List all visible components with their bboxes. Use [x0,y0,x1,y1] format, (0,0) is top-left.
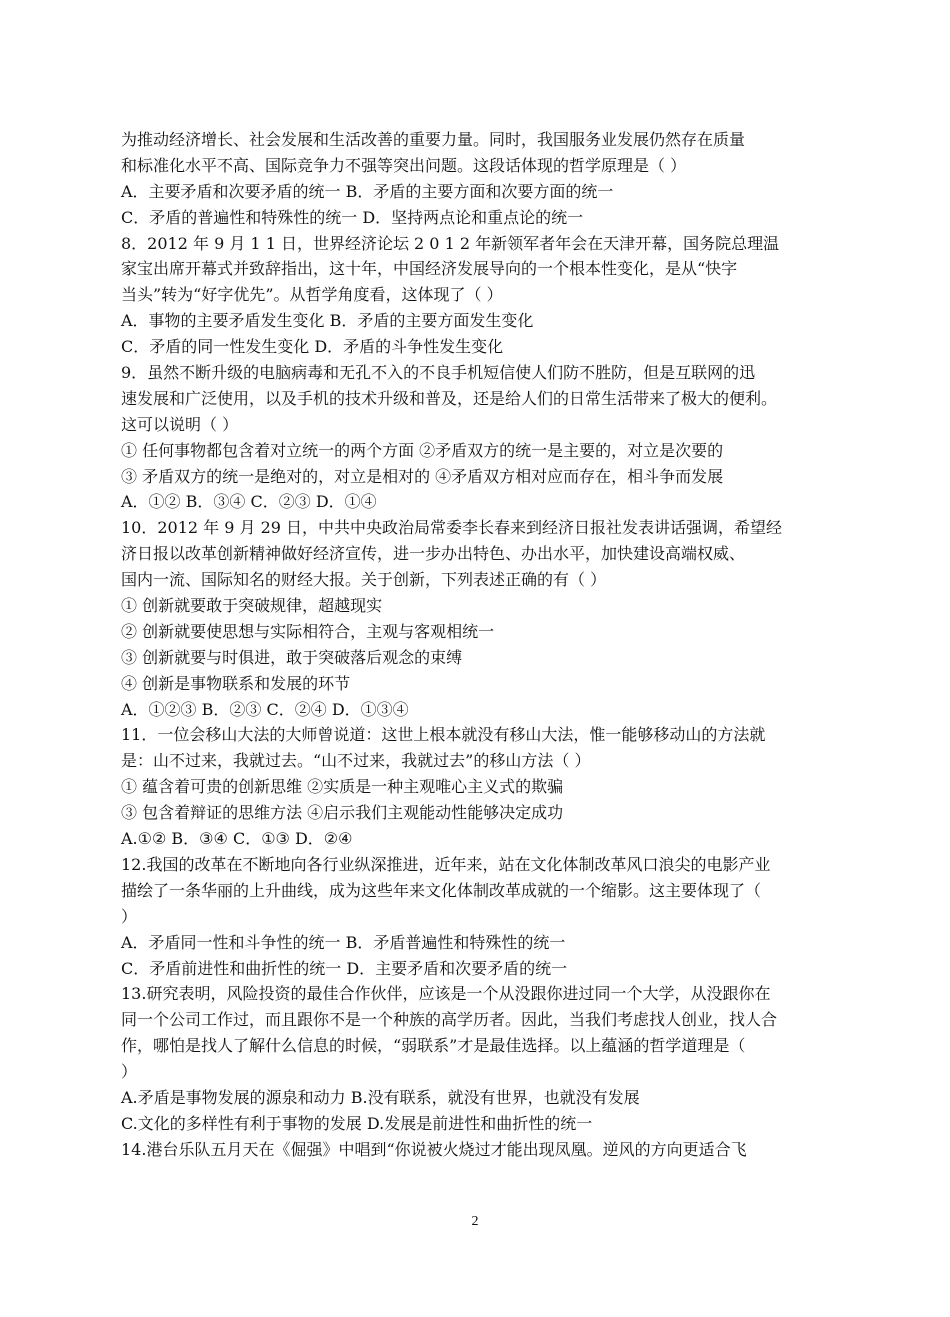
document-body [121,127,833,1163]
page-number: 2 [471,1214,479,1229]
text-line: A.①② B．③④ C．①③ D．②④ [121,829,353,849]
text-line: ③ 包含着辩证的思维方法 ④启示我们主观能动性能够决定成功 [121,803,564,823]
text-line: 国内一流、国际知名的财经大报。关于创新，下列表述正确的有（ ） [121,570,607,590]
text-line: ④ 创新是事物联系和发展的环节 [121,673,351,693]
text-line: 当头”转为“好字优先”。从哲学角度看，这体现了（ ） [121,285,503,305]
text-line: ） [121,906,138,926]
text-line: C．矛盾前进性和曲折性的统一 D．主要矛盾和次要矛盾的统一 [121,958,568,978]
text-line: 11．一位会移山大法的大师曾说道：这世上根本就没有移山大法，惟一能够移动山的方法就 [121,725,766,745]
text-line: 12.我国的改革在不断地向各行业纵深推进，近年来，站在文化体制改革风口浪尖的电影产业 [121,854,771,874]
text-line: 作，哪怕是找人了解什么信息的时候，“弱联系”才是最佳选择。以上蕴涵的哲学道理是（ [121,1036,746,1056]
text-line: ① 蕴含着可贵的创新思维 ②实质是一种主观唯心主义式的欺骗 [121,777,564,797]
text-line: A．矛盾同一性和斗争性的统一 B．矛盾普遍性和特殊性的统一 [121,932,566,952]
text-line: 14.港台乐队五月天在《倔强》中唱到“你说被火烧过才能出现凤凰。逆风的方向更适合飞 [121,1139,747,1159]
text-line: 济日报以改革创新精神做好经济宣传，进一步办出特色、办出水平，加快建设高端权威、 [121,544,746,564]
text-line: ③ 矛盾双方的统一是绝对的，对立是相对的 ④矛盾双方相对应而存在，相斗争而发展 [121,466,724,486]
text-line: 是：山不过来，我就过去。“山不过来，我就过去”的移山方法（ ） [121,751,591,771]
text-line: C．矛盾的普遍性和特殊性的统一 D．坚持两点论和重点论的统一 [121,207,584,227]
text-line: 为推动经济增长、社会发展和生活改善的重要力量。同时，我国服务业发展仍然存在质量 [121,130,746,149]
text-line: 家宝出席开幕式并致辞指出，这十年，中国经济发展导向的一个根本性变化，是从“快字 [121,259,738,279]
text-line: 8．2012 年 9 月 1 1 日，世界经济论坛 2 0 1 2 年新领军者年会在天津开幕，国务院总理温 [121,233,780,253]
text-line: 描绘了一条华丽的上升曲线，成为这些年来文化体制改革成就的一个缩影。这主要体现了（ [121,880,762,900]
text-line: ① 任何事物都包含着对立统一的两个方面 ②矛盾双方的统一是主要的，对立是次要的 [121,440,724,460]
text-line: A．①②③ B．②③ C．②④ D．①③④ [121,699,409,719]
text-line: C.文化的多样性有利于事物的发展 D.发展是前进性和曲折性的统一 [121,1113,593,1133]
text-line: ② 创新就要使思想与实际相符合，主观与客观相统一 [121,621,495,641]
text-line: 13.研究表明，风险投资的最佳合作伙伴，应该是一个从没跟你进过同一个大学，从没跟你在 [121,984,771,1004]
text-line: A.矛盾是事物发展的源泉和动力 B.没有联系，就没有世界，也就没有发展 [121,1087,640,1107]
text-line: 10．2012 年 9 月 29 日，中共中央政治局常委李长春来到经济日报社发表讲话强调，希望经 [121,518,783,538]
text-line: 这可以说明（ ） [121,414,239,434]
text-line: 同一个公司工作过，而且跟你不是一个种族的高学历者。因此，当我们考虑找人创业，找人合 [121,1010,778,1030]
text-line: ① 创新就要敢于突破规律，超越现实 [121,596,383,616]
text-line: ③ 创新就要与时俱进，敢于突破落后观念的束缚 [121,647,463,667]
text-line: C．矛盾的同一性发生变化 D．矛盾的斗争性发生变化 [121,337,504,357]
text-line: 速发展和广泛使用，以及手机的技术升级和普及，还是给人们的日常生活带来了极大的便利。 [121,388,778,408]
text-line: A．①② B．③④ C．②③ D．①④ [121,492,377,512]
text-line: 9．虽然不断升级的电脑病毒和无孔不入的不良手机短信使人们防不胜防，但是互联网的迅 [121,363,756,383]
text-line: 和标准化水平不高、国际竞争力不强等突出问题。这段话体现的哲学原理是（ ） [121,155,687,175]
text-line: A．事物的主要矛盾发生变化 B．矛盾的主要方面发生变化 [121,311,534,331]
text-line: A．主要矛盾和次要矛盾的统一 B．矛盾的主要方面和次要方面的统一 [121,181,614,201]
text-line: ） [121,1062,138,1082]
